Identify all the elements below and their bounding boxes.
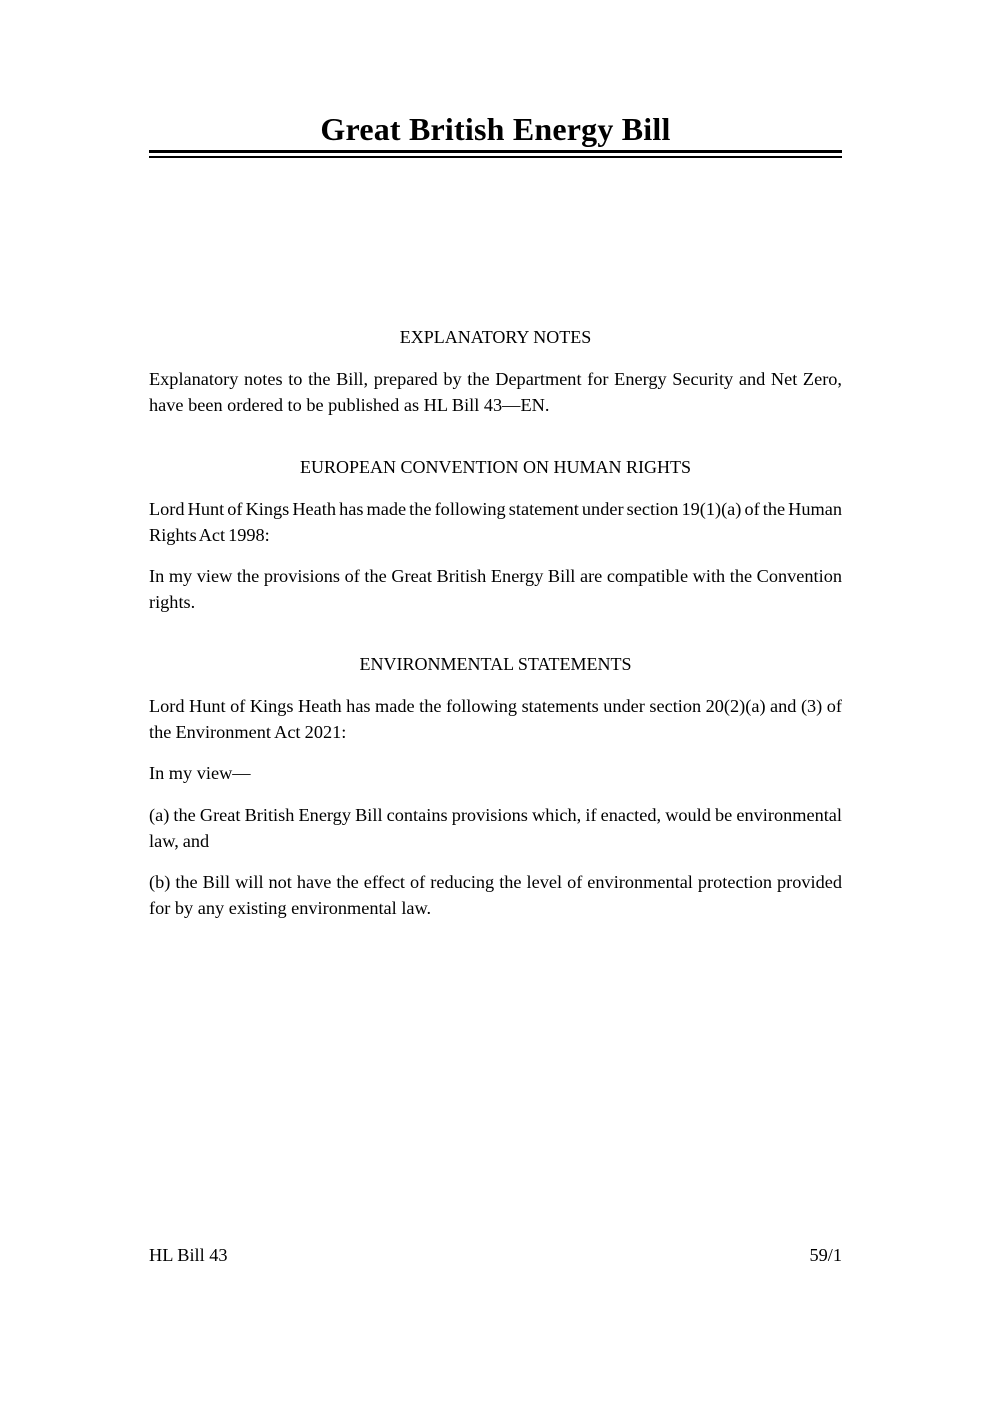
page-footer [149,1242,842,1268]
section-heading-echr: EUROPEAN CONVENTION ON HUMAN RIGHTS [300,457,691,477]
paragraph-echr-statement: Lord Hunt of Kings Heath has made the following statement under section 19(1)(a) of the Human Rights Act 1998: [149,499,842,545]
bill-title: Great British Energy Bill [320,111,671,147]
document-content [149,0,842,921]
paragraph-in-my-view: In my view— [149,763,251,783]
section-heading-environmental-statements: ENVIRONMENTAL STATEMENTS [359,654,632,674]
paragraph-environment-statement: Lord Hunt of Kings Heath has made the following statements under section 20(2)(a) and (3) of the Environment Act 2021: [149,696,842,742]
title-double-rule [149,150,842,158]
paragraph-statement-b: (b) the Bill will not have the effect of reducing the level of environmental protection provided for by any existing environmental law. [149,872,842,918]
paragraph-echr-view: In my view the provisions of the Great British Energy Bill are compatible with the Convention rights. [149,566,842,612]
section-heading-explanatory-notes: EXPLANATORY NOTES [399,327,592,347]
footer-session-number: 59/1 [809,1245,842,1265]
paragraph-statement-a: (a) the Great British Energy Bill contains provisions which, if enacted, would be environmental law, and [149,805,842,851]
footer-bill-number: HL Bill 43 [149,1245,228,1265]
paragraph-explanatory-notes: Explanatory notes to the Bill, prepared by the Department for Energy Security and Net Zero, have been ordered to be published as HL Bill 43—EN. [149,369,842,415]
